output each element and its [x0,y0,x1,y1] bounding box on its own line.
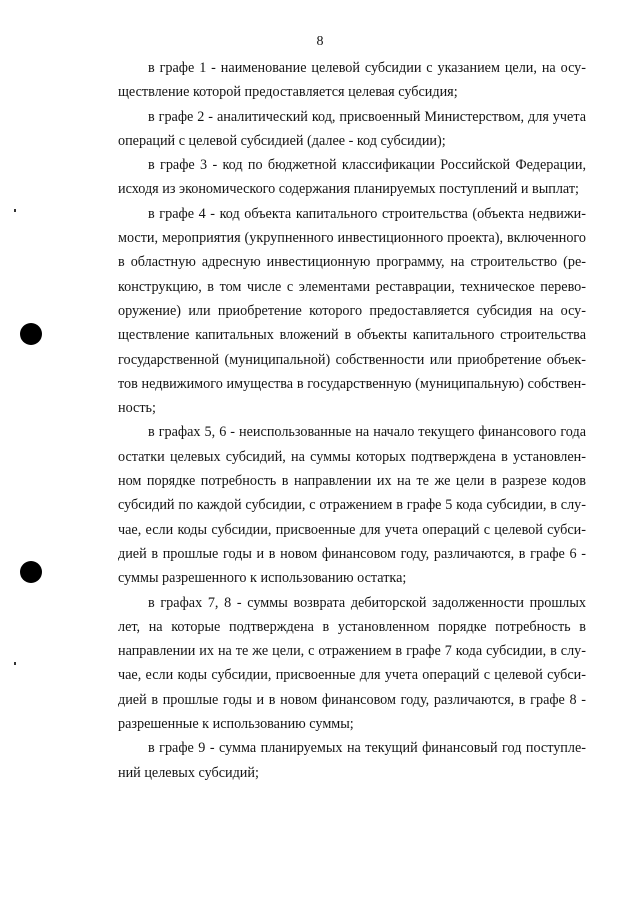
text-line: в графе 2 - аналитический код, присвоенный Министерством, для учета [148,108,586,125]
text-line: ном порядке потребность в направлении их на те же цели в разрезе кодов [118,473,586,490]
text-line: суммы разрешенного к использованию остатка; [118,570,407,587]
text-line: ществление которой предоставляется целевая субсидия; [118,84,458,101]
page-number: 8 [316,34,324,49]
text-line: в графах 5, 6 - неиспользованные на начало текущего финансового года [148,424,586,441]
text-line: разрешенные к использованию суммы; [118,716,354,733]
text-line: исходя из экономического содержания планируемых поступлений и выплат; [118,181,579,198]
text-line: остатки целевых субсидий, на суммы которых подтверждена в установлен- [118,448,586,465]
text-line: в графе 4 - код объекта капитального строительства (объекта недвижи- [148,205,586,222]
paragraph-grafa-2 [118,105,586,154]
text-line: тов недвижимого имущества в государственную (муниципальную) собствен- [118,375,586,392]
text-line: ность; [118,400,156,417]
paragraph-grafy-7-8 [118,591,586,737]
paragraph-grafa-3 [118,153,586,202]
text-line: в графах 7, 8 - суммы возврата дебиторской задолженности прошлых [148,594,586,611]
text-line: чае, если коды субсидии, присвоенные для учета операций с целевой субси- [118,667,586,684]
text-line: конструкцию, в том числе с элементами реставрации, техническое перево- [118,278,586,295]
text-line: операций с целевой субсидией (далее - код субсидии); [118,132,446,149]
text-line: в областную адресную инвестиционную программу, на строительство (ре- [118,254,586,271]
paragraph-grafa-4 [118,202,586,421]
text-line: ний целевых субсидий; [118,764,259,781]
text-line: ществление капитальных вложений в объекты капитального строительства [118,327,586,344]
text-line: чае, если коды субсидии, присвоенные для учета операций с целевой субси- [118,521,586,538]
text-line: оружение) или приобретение которого предоставляется субсидия на осу- [118,302,586,319]
paragraph-grafa-1 [118,56,586,105]
text-line: в графе 3 - код по бюджетной классификации Российской Федерации, [148,157,586,174]
scan-speck [14,662,16,665]
punch-hole-bottom [20,561,42,583]
paragraph-grafa-9 [118,736,586,785]
text-line: в графе 9 - сумма планируемых на текущий финансовый год поступле- [148,740,586,757]
text-line: лет, на которые подтверждена в установленном порядке потребность в [118,618,586,635]
text-line: дией в прошлые годы и в новом финансовом году, различаются, в графе 6 - [118,545,586,562]
document-body [118,56,586,785]
text-line: субсидий по каждой субсидии, с отражением в графе 5 кода субсидии, в слу- [118,497,586,514]
punch-hole-top [20,323,42,345]
text-line: в графе 1 - наименование целевой субсидии с указанием цели, на осу- [148,60,586,76]
text-line: направлении их на те же цели, с отражением в графе 7 кода субсидии, в слу- [118,643,586,660]
text-line: государственной (муниципальной) собственности или приобретение объек- [118,351,586,368]
scan-speck [14,209,16,212]
paragraph-grafy-5-6 [118,420,586,590]
text-line: мости, мероприятия (укрупненного инвестиционного проекта), включенного [118,230,586,247]
text-line: дией в прошлые годы и в новом финансовом году, различаются, в графе 8 - [118,691,586,708]
